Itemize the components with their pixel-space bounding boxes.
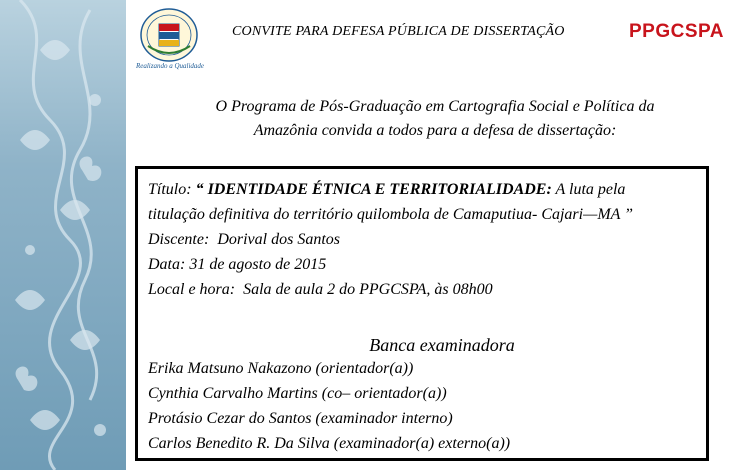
committee-member-4: Carlos Benedito R. Da Silva (examinador(a) externo(a)) (148, 435, 511, 452)
date-value: 31 de agosto de 2015 (189, 256, 327, 273)
floral-pattern-icon (0, 0, 126, 470)
student-colon: : (203, 231, 218, 248)
student-label: Discente (148, 231, 204, 248)
intro-line-1: O Programa de Pós-Graduação em Cartografia Social e Política da (215, 98, 655, 115)
location-value: Sala de aula 2 do PPGCSPA, às 08h00 (243, 281, 493, 298)
location-row (148, 277, 696, 302)
title-row (148, 177, 696, 202)
committee-member-1: Erika Matsuno Nakazono (orientador(a)) (148, 360, 414, 377)
committee-heading: Banca examinadora (369, 335, 515, 355)
title-continuation: titulação definitiva do território quilombola de Camaputiua- Cajari—MA ” (148, 206, 634, 223)
intro-text (140, 95, 730, 143)
intro-line-2: Amazônia convida a todos para a defesa de dissertação: (253, 122, 617, 139)
title-label: Título (148, 181, 187, 198)
defense-details-box (135, 166, 709, 461)
date-label: Data: (148, 256, 186, 273)
decorative-side-band (0, 0, 126, 470)
title-rest-1: A luta pela (551, 181, 626, 198)
committee-member-3: Protásio Cezar do Santos (examinador interno) (148, 410, 453, 427)
title-colon: : (186, 181, 196, 198)
date-row (148, 252, 696, 277)
student-name: Dorival dos Santos (217, 231, 340, 248)
student-row (148, 227, 696, 252)
title-main: “ IDENTIDADE ÉTNICA E TERRITORIALIDADE: (195, 181, 552, 198)
program-brand: PPGCSPA (629, 21, 725, 42)
location-label: Local e hora: (148, 281, 236, 298)
page-title: CONVITE PARA DEFESA PÚBLICA DE DISSERTAÇÃO (232, 24, 565, 39)
committee-member-2: Cynthia Carvalho Martins (co– orientador(a)) (148, 385, 447, 402)
logo-caption: Realizando a Qualidade (135, 62, 205, 70)
